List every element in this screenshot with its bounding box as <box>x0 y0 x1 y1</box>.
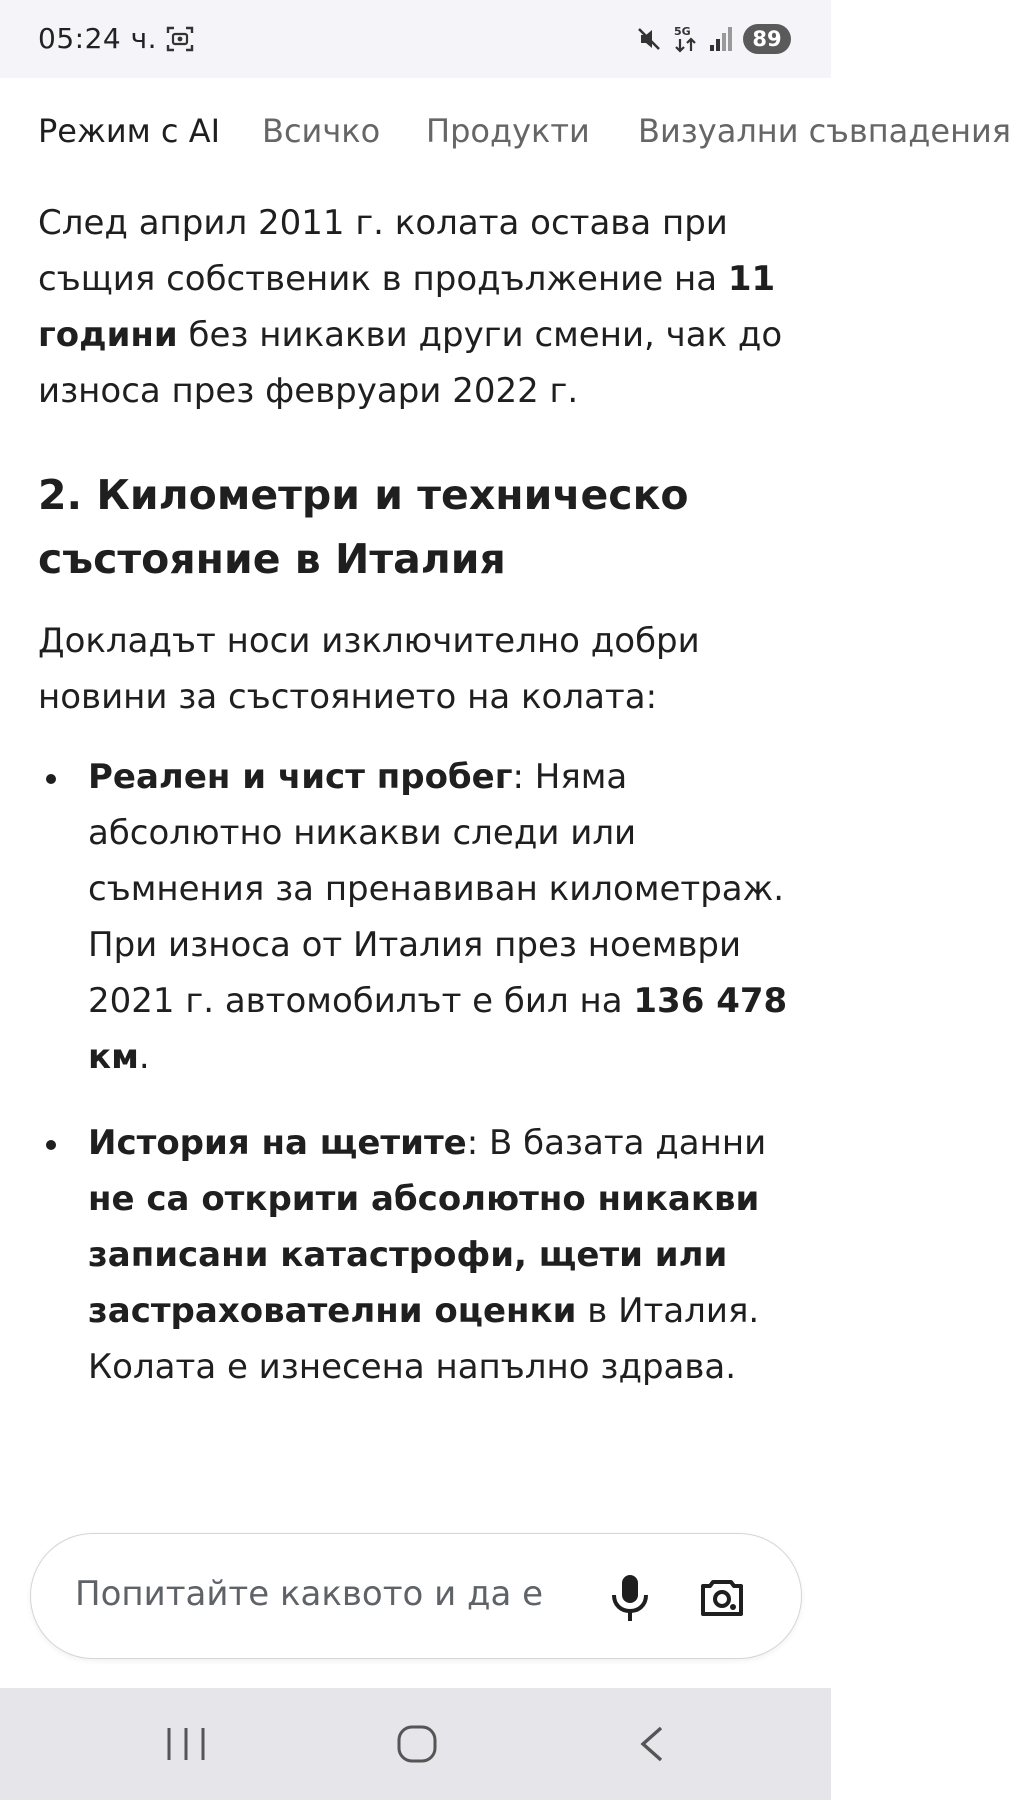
list-item: История на щетите: В базата данни не са открити абсолютно никакви записани катастрофи, щети или застрахователни оценки в Италия. Колата е изнесена напълно здрава. <box>38 1115 798 1395</box>
microphone-icon[interactable] <box>605 1571 655 1623</box>
tab-products[interactable]: Продукти <box>426 112 590 150</box>
list-item: Реален и чист пробег: Няма абсолютно никакви следи или съмнения за пренавиван километраж. При износа от Италия през ноември 2021 г. автомобилът е бил на 136 478 км. <box>38 749 798 1085</box>
search-mode-tabs <box>0 88 1011 170</box>
paragraph-intro: Докладът носи изключително добри новини за състоянието на колата: <box>38 621 700 717</box>
paragraph-ownership: След април 2011 г. колата остава при същия собственик в продължение на 11 години без никакви други смени, чак до износа през февруари 2022 г. <box>38 203 783 411</box>
ai-answer <box>38 195 798 1425</box>
bullet-list <box>38 749 798 1395</box>
signal-icon <box>709 25 733 53</box>
search-input[interactable]: Попитайте каквото и да е <box>75 1574 544 1614</box>
status-icons <box>635 22 791 56</box>
tab-visual-matches[interactable]: Визуални съвпадения <box>638 112 1011 150</box>
search-bar[interactable] <box>30 1533 802 1659</box>
back-icon[interactable] <box>637 1724 667 1764</box>
screenshot-icon <box>165 24 195 54</box>
google-lens-icon[interactable] <box>697 1574 747 1622</box>
section-heading: 2. Километри и техническо състояние в Италия <box>38 471 689 583</box>
tab-ai-mode[interactable]: Режим с AI <box>38 112 221 150</box>
recent-apps-icon[interactable] <box>165 1724 207 1764</box>
network-type: 5G <box>674 25 691 38</box>
status-bar <box>0 0 831 78</box>
status-time: 05:24 ч. <box>38 22 158 55</box>
tab-all[interactable]: Всичко <box>262 112 381 150</box>
battery-icon: 89 <box>743 24 791 54</box>
5g-data-icon <box>673 24 699 54</box>
home-icon[interactable] <box>397 1724 437 1764</box>
mute-icon <box>635 25 663 53</box>
system-nav-bar <box>0 1688 831 1800</box>
